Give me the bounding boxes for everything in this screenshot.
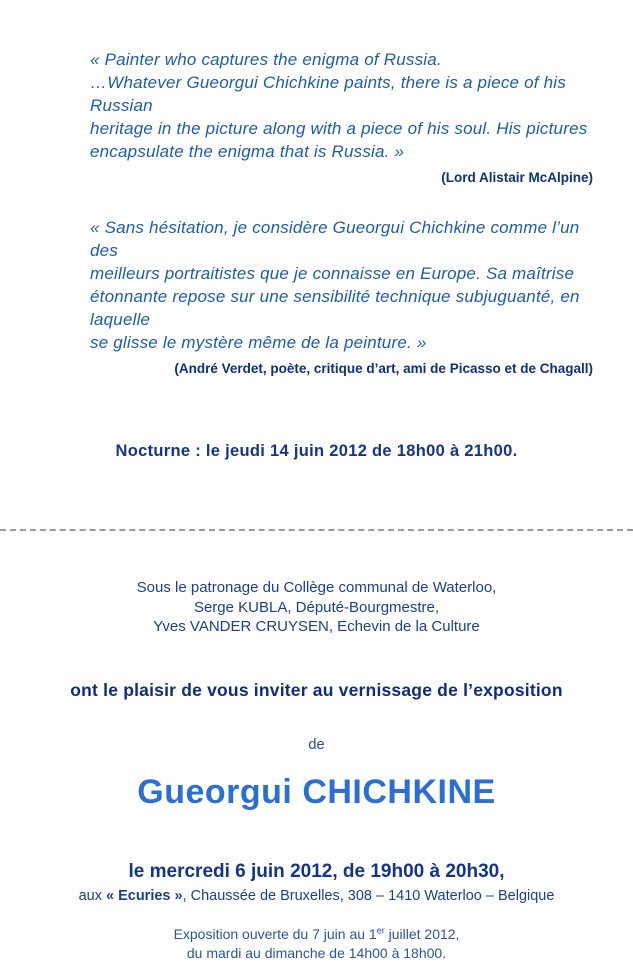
opening-hours-line-2: du mardi au dimanche de 14h00 à 18h00. (186, 944, 447, 961)
quote-english-line: …Whatever Gueorgui Chichkine paints, there is a piece of his Russian (90, 73, 566, 115)
invitation-card (0, 48, 633, 961)
dashed-divider (0, 529, 633, 531)
quote-english-line: « Painter who captures the enigma of Russia. (90, 50, 442, 69)
quote-french-line: « Sans hésitation, je considère Gueorgui Chichkine comme l’un des (90, 218, 580, 260)
venue-name: « Ecuries » (105, 887, 183, 904)
venue-prefix: aux (78, 887, 106, 904)
quote-english-line: encapsulate the enigma that is Russia. » (90, 142, 405, 161)
patronage-line: Yves VANDER CRUYSEN, Echevin de la Culture (153, 618, 480, 635)
quote-english (90, 48, 593, 163)
patronage-line: Serge KUBLA, Député-Bourgmestre, (193, 598, 440, 616)
opening-hours-line-1 (0, 925, 633, 944)
hours-text: juillet 2012, (384, 925, 460, 942)
quote-french-line: étonnante repose sur une sensibilité technique subjuguanté, en laquelle (90, 287, 580, 329)
opening-hours-block (0, 925, 633, 963)
event-date-line: le mercredi 6 juin 2012, de 19h00 à 20h30, (128, 860, 505, 882)
quote-french-line: meilleurs portraitistes que je connaisse en Europe. Sa maîtrise (90, 264, 575, 283)
hours-text: Exposition ouverte du 7 juin au 1 (173, 925, 377, 942)
venue-address: , Chaussée de Bruxelles, 308 – 1410 Waterloo – Belgique (182, 887, 555, 904)
patronage-block (0, 578, 633, 637)
de-word: de (308, 736, 325, 753)
quote-english-attribution: (Lord Alistair McAlpine) (441, 170, 593, 185)
artist-name: Gueorgui CHICHKINE (137, 772, 496, 811)
quote-french (90, 216, 593, 354)
nocturne-line: Nocturne : le jeudi 14 juin 2012 de 18h00 à 21h00. (115, 442, 518, 460)
ordinal-superscript: er (376, 924, 385, 935)
quote-english-line: heritage in the picture along with a piece of his soul. His pictures (90, 119, 588, 138)
venue-line (0, 888, 633, 904)
quote-french-attribution: (André Verdet, poète, critique d’art, ami de Picasso et de Chagall) (174, 361, 593, 376)
invitation-headline: ont le plaisir de vous inviter au vernissage de l’exposition (70, 679, 563, 700)
quote-french-line: se glisse le mystère même de la peinture. » (90, 333, 427, 352)
patronage-line: Sous le patronage du Collège communal de Waterloo, (136, 579, 497, 596)
